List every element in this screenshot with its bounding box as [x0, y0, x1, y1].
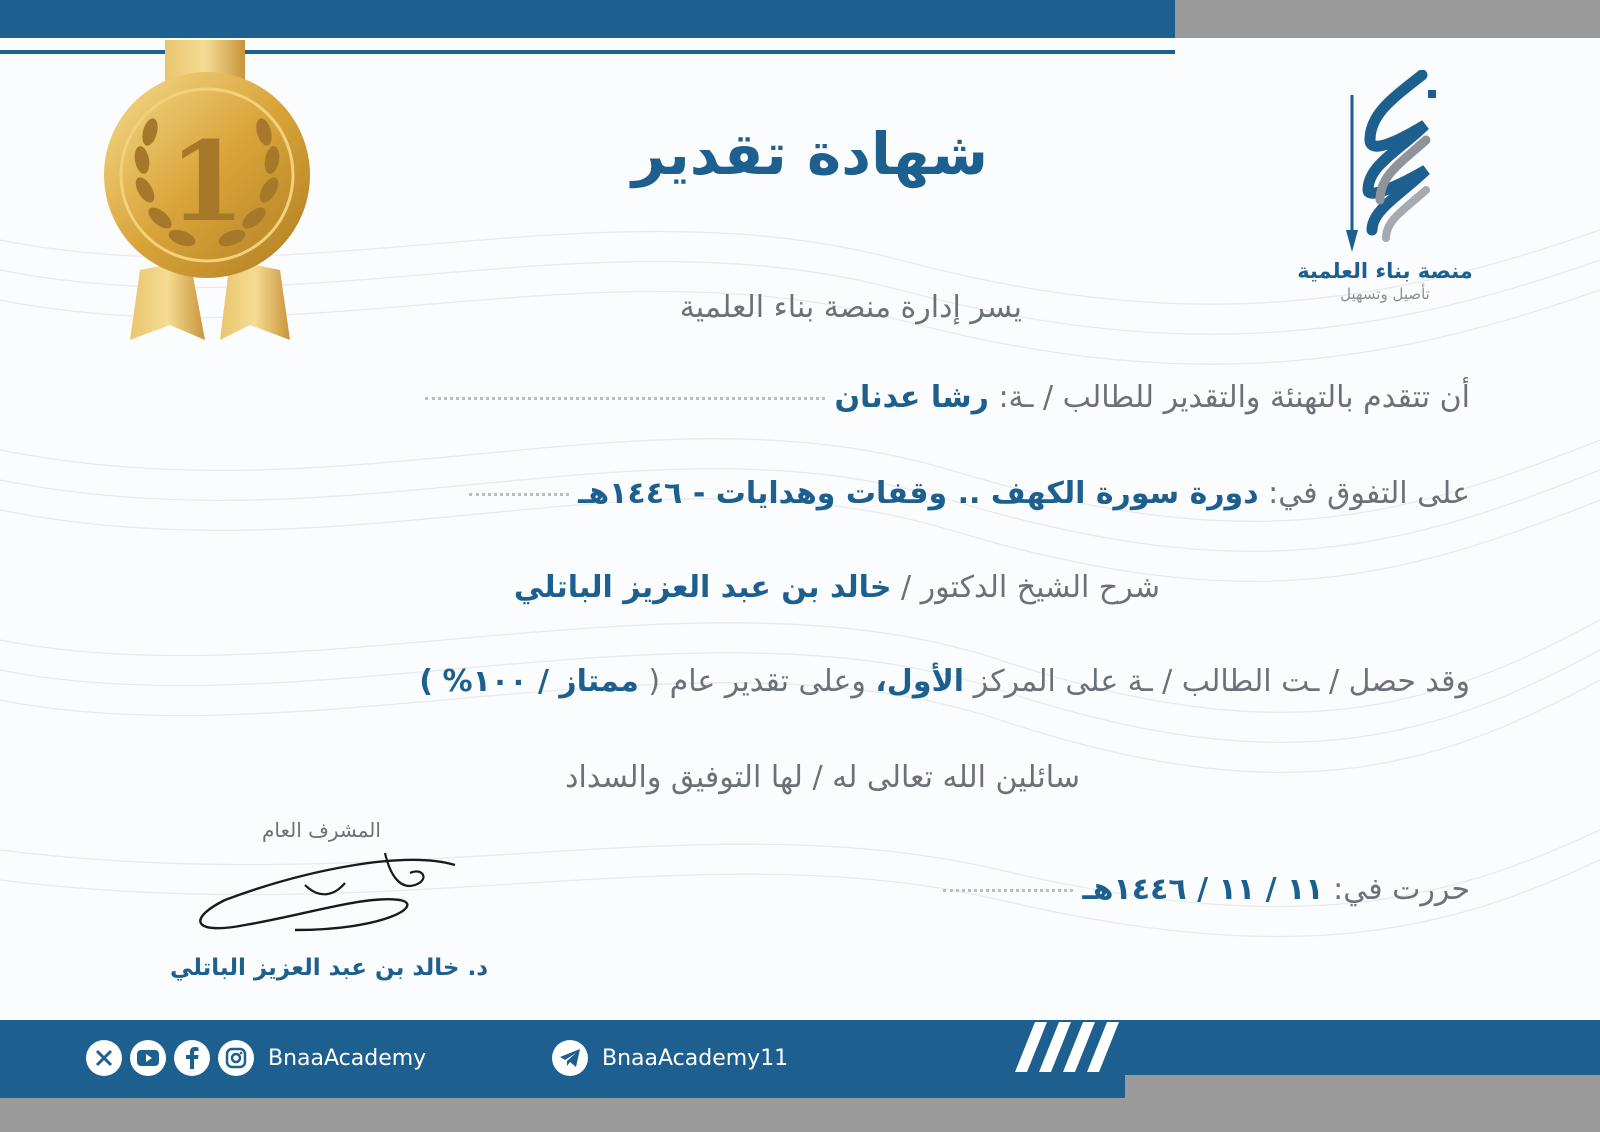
excellence-label: على التفوق في:: [1268, 476, 1470, 511]
rank: الأول،: [875, 664, 965, 699]
instagram-icon[interactable]: [218, 1040, 254, 1076]
supervisor-role: المشرف العام: [262, 818, 381, 842]
youtube-icon[interactable]: [130, 1040, 166, 1076]
issued-label: حررت في:: [1333, 872, 1470, 907]
medal-number: 1: [168, 117, 246, 246]
excellence-line: [290, 476, 1470, 511]
top-bar-gray: [1175, 0, 1600, 38]
social-links: [86, 1038, 426, 1078]
intro-line: يسر إدارة منصة بناء العلمية: [679, 290, 1022, 325]
closing-line: سائلين الله تعالى له / لها التوفيق والسداد: [565, 760, 1080, 795]
congrats-line: [290, 380, 1470, 415]
dotted-fill: [469, 493, 569, 496]
x-icon[interactable]: [86, 1040, 122, 1076]
logo-name: منصة بناء العلمية: [1297, 259, 1473, 283]
telegram-link: [552, 1038, 788, 1078]
grade-value: ممتاز / ١٠٠%: [442, 664, 639, 699]
footer-gray-bar: [0, 1098, 1600, 1132]
grade-close: ): [419, 664, 433, 699]
footer-gray-block: [1125, 1075, 1600, 1098]
bnaa-logo: [1290, 70, 1480, 330]
course-name: دورة سورة الكهف .. وقفات وهدايات - ١٤٤٦هـ: [578, 476, 1259, 511]
logo-tagline: تأصيل وتسهيل: [1340, 285, 1430, 303]
dotted-fill: [943, 889, 1073, 892]
result-line: [419, 664, 1470, 699]
student-name: رشا عدنان: [834, 380, 989, 415]
telegram-icon[interactable]: [552, 1040, 588, 1076]
facebook-icon[interactable]: [174, 1040, 210, 1076]
certificate-title: شهادة تقدير: [631, 120, 989, 188]
footer-stripes: [1015, 1022, 1120, 1072]
dotted-fill: [425, 397, 825, 400]
sheikh-name: خالد بن عبد العزيز الباتلي: [513, 570, 892, 605]
pen-logo-icon: [1330, 70, 1440, 255]
grade-label: وعلى تقدير عام (: [648, 664, 866, 699]
top-bar-blue: [0, 0, 1175, 38]
issued-line: [770, 872, 1470, 907]
signature-icon: [185, 845, 475, 945]
explanation-label: شرح الشيخ الدكتور /: [901, 570, 1160, 605]
handle-main[interactable]: BnaaAcademy: [268, 1045, 427, 1071]
issued-date: ١١ / ١١ / ١٤٤٦هـ: [1082, 872, 1324, 907]
congrats-label: أن تتقدم بالتهنئة والتقدير للطالب / ـة:: [998, 380, 1470, 415]
gold-medal-icon: [100, 40, 330, 370]
explanation-line: [514, 570, 1160, 605]
signer-name: د. خالد بن عبد العزيز الباتلي: [170, 955, 489, 981]
result-prefix: وقد حصل / ـت الطالب / ـة على المركز: [973, 664, 1470, 699]
handle-telegram[interactable]: BnaaAcademy11: [602, 1045, 789, 1071]
